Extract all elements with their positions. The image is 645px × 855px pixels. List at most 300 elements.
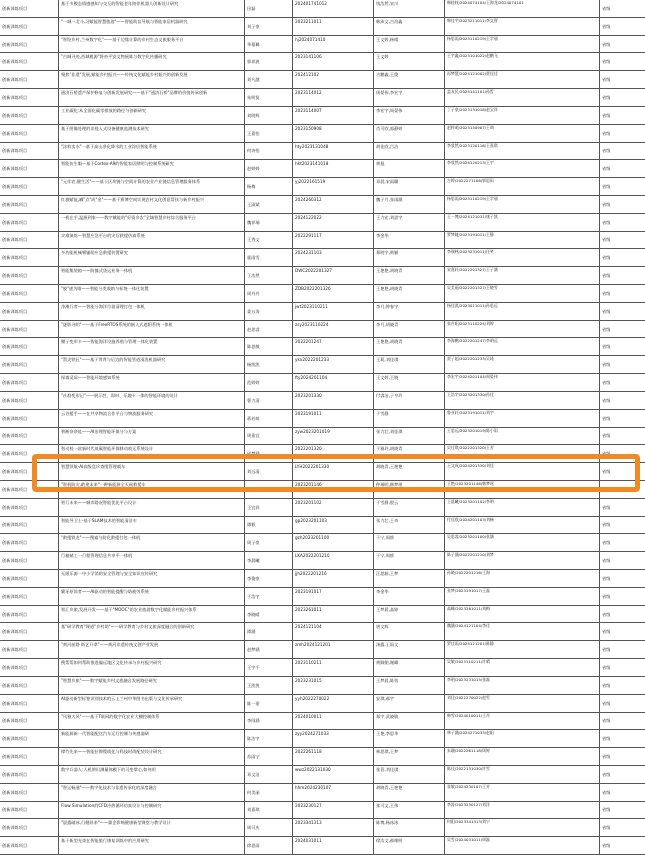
project-title-cell: 数字兵器人:人机辨识测量体模下的可变掌心,如何用 (58, 766, 244, 783)
table-row (0, 160, 645, 178)
project-type-cell: 创新训练项目 (2, 558, 28, 564)
project-title-cell: "元伴农,健生活"——基于区块链与空间计算的农业产业链信息管理服务体系 (58, 178, 244, 195)
project-title-cell: 基"研学教育"课道"乡村助"——研学教育与乡村文旅深度融合的创新研究 (58, 623, 244, 640)
level-cell: 省级 (599, 730, 645, 747)
members-cell: 汪思源,王梦 (373, 570, 444, 587)
leader-cell: 魏祥瑞 (244, 214, 292, 231)
project-title-cell: "一城一北斗,习赋能智慧旅游"——智能助盲导航与智能家居机器研究 (58, 18, 244, 35)
project-type-cell: 创新训练项目 (2, 415, 28, 421)
leader-cell: 宫辉洋 (244, 481, 292, 498)
adviser-cell: 韩雪/2024010011/王丹 (444, 713, 599, 730)
project-type-cell: 创新训练项目 (2, 825, 28, 831)
project-type-cell: 创新训练项目 (2, 77, 28, 83)
members-cell: 钱浩然,宋川 (373, 0, 444, 17)
project-type-cell: 创新训练项目 (2, 540, 28, 546)
adviser-cell: 王文成/2024201330/刘佳 (444, 463, 599, 480)
student-id-cell: yyh2022270022 (292, 695, 373, 712)
members-cell: 王艳艳,胡晓青 (373, 285, 444, 302)
leader-cell: 周可庆 (244, 819, 292, 836)
adviser-cell: 何阳/2023341313/刘宁 (444, 819, 599, 836)
project-type-cell: 创新训练项目 (2, 575, 28, 581)
table-row (0, 606, 645, 624)
table-row (0, 53, 645, 71)
level-cell: 省级 (599, 71, 645, 88)
student-id-cell: yj2022161519 (292, 178, 373, 195)
table-row (0, 570, 645, 588)
members-cell: 陈博,杨冰冰 (373, 819, 444, 836)
level-cell: 省级 (599, 428, 645, 445)
members-cell: 郑明宇,黄颖 (373, 249, 444, 266)
project-title-cell: 云谷援手——在共享物流合作平台与物流服务研究 (58, 410, 244, 427)
project-type-cell: 创新训练项目 (2, 789, 28, 795)
level-cell: 省级 (599, 517, 645, 534)
project-type-cell: 创新训练项目 (2, 486, 28, 492)
adviser-cell: 朱珊/2022261118/周婷 (444, 748, 599, 765)
members-cell: 安琪,郝宇 (373, 695, 444, 712)
adviser-cell: 张敏/2024230107/王芳 (444, 784, 599, 801)
project-type-cell: 创新训练项目 (2, 308, 28, 314)
student-id-cell: ykx2022201233 (292, 356, 373, 373)
table-row (0, 107, 645, 125)
level-cell: 省级 (599, 0, 645, 17)
adviser-cell: 杨思雨/2023110219/王学丽 (444, 36, 599, 53)
leader-cell: 李晨曦 (244, 552, 292, 569)
adviser-cell: 林子涵/2024271033/赵阳 (444, 730, 599, 747)
student-id-cell: 2024031011 (292, 837, 373, 854)
adviser-cell: 盖友民/2024141101/孙哲 (444, 89, 599, 106)
project-title-cell: "风雅大风"——基于T联网的数字化农业大棚控制体系 (58, 713, 244, 730)
adviser-cell: 王浩宇/2023201330/孙佳 (444, 392, 599, 409)
project-type-cell: 创新训练项目 (2, 433, 28, 439)
level-cell: 省级 (599, 267, 645, 284)
student-id-cell: jjh2022201216 (292, 570, 373, 587)
project-type-cell: 创新训练项目 (2, 700, 28, 706)
student-id-cell: 2024010011 (292, 713, 373, 730)
adviser-cell: 王思远/2023201019/陈小雨 (444, 428, 599, 445)
project-title-cell: "智机防灾,敢建未来"一种新能源全天候救援车 (58, 481, 244, 498)
student-id-cell: 2023114007 (292, 107, 373, 124)
level-cell: 省级 (599, 748, 645, 765)
project-title-cell: 净滩行者——智能分海洋垃圾清理打包一体机 (58, 303, 244, 320)
table-row (0, 410, 645, 428)
level-cell: 省级 (599, 499, 645, 516)
adviser-cell: 赵梓萌/2023150907/王萌 (444, 125, 599, 142)
adviser-cell: 王艳/2023201146/韩梦瑶 (444, 481, 599, 498)
level-cell: 省级 (599, 214, 645, 231)
adviser-cell: 陈子涵/2022201210/刘梦 (444, 552, 599, 569)
level-cell: 省级 (599, 819, 645, 836)
student-id-cell: hty2023131048 (292, 143, 373, 160)
members-cell: 徐浩文,郝维明 (373, 837, 444, 854)
project-type-cell: 创新训练项目 (2, 807, 28, 813)
level-cell: 省级 (599, 125, 645, 142)
members-cell: 邓晨,宋雨璐 (373, 178, 444, 195)
table-row (0, 552, 645, 570)
level-cell: 省级 (599, 160, 645, 177)
adviser-cell: 丁子豪/2023131018/赵宝祥 (444, 107, 599, 124)
table-row (0, 623, 645, 641)
members-cell: 魏子月,张雨涵 (373, 196, 444, 213)
level-cell: 省级 (599, 249, 645, 266)
project-type-cell: 创新训练项目 (2, 255, 28, 261)
table-row (0, 748, 645, 766)
members-cell: 仲瑞明,韩梦瑶 (373, 481, 444, 498)
level-cell: 省级 (599, 392, 645, 409)
project-title-cell: AI驱动新型标签识别技术的云上兰州中华图书出版与文化传承研究 (58, 695, 244, 712)
project-type-cell: 创新训练项目 (2, 397, 28, 403)
adviser-cell: 吉婷/2022271108/郭思雨 (444, 178, 599, 195)
leader-cell: 丁浩然 (244, 267, 292, 284)
student-id-cell: 2023341313 (292, 819, 373, 836)
adviser-cell: 张梦/2023191017/王磊 (444, 588, 599, 605)
level-cell: 省级 (599, 143, 645, 160)
student-id-cell: LKA2022201210 (292, 552, 373, 569)
student-id-cell: 2024231103 (292, 249, 373, 266)
leader-cell: 李晓晴 (244, 606, 292, 623)
student-id-cell: 2022261118 (292, 748, 373, 765)
members-cell: 韩沛文,吉昌鑫 (373, 18, 444, 35)
student-id-cell: 2022201320 (292, 445, 373, 462)
table-row (0, 214, 645, 232)
table-row (0, 143, 645, 161)
student-id-cell: 2023114012 (292, 89, 373, 106)
project-title-cell: "智慧乡旅"——数字赋能乡村文旅融合发展路径研究 (58, 677, 244, 694)
members-cell: 付睿洁,子亨玲 (373, 392, 444, 409)
adviser-cell: 高峰/2023261011/刘梅 (444, 606, 599, 623)
table-row (0, 321, 645, 339)
leader-cell: 陈一嘉 (244, 695, 292, 712)
table-row (0, 784, 645, 802)
student-id-cell: 2022201247 (292, 338, 373, 355)
student-id-cell: hkt2023141018 (292, 160, 373, 177)
adviser-cell: 吴美丽/2022201327/王晓雪 (444, 285, 599, 302)
leader-cell: 王嘉怡 (244, 125, 292, 142)
table-row (0, 178, 645, 196)
student-id-cell: wwz2022131030 (292, 766, 373, 783)
project-type-cell: 创新训练项目 (2, 682, 28, 688)
project-type-cell: 创新训练项目 (2, 664, 28, 670)
leader-cell: 陈思敏 (244, 338, 292, 355)
members-cell: 王梦晨,高婷 (373, 606, 444, 623)
student-id-cell: fty2024201104 (292, 374, 373, 391)
project-title-cell: 智能仿生眼—基于Cortex-A9的智能家居照明与控制系统研究 (58, 160, 244, 177)
members-cell: 于雅玲,胡晓青 (373, 445, 444, 462)
project-title-cell: 行箱储工一行程管理信息共享平一体机 (58, 552, 244, 569)
project-type-cell: 创新训练项目 (2, 718, 28, 724)
student-id-cell: zmh2024121201 (292, 641, 373, 658)
adviser-cell: 再梦慧/2024121002/贾佳佳 (444, 71, 599, 88)
project-title-cell: 基于图像处理的非侵入式设备健康监测技术研究 (58, 125, 244, 142)
table-row (0, 338, 645, 356)
leader-cell: 何美丽 (244, 784, 292, 801)
table-row (0, 481, 645, 499)
leader-cell: 于浩宇 (244, 588, 292, 605)
student-id-cell: 2023110211 (292, 659, 373, 676)
leader-cell: 郭祥波 (244, 53, 292, 70)
project-title-cell: 智断奈奈娃——AI治理智能环保分与方案 (58, 428, 244, 445)
adviser-cell: 王宇鑫/2023101022/赵鹏飞 (444, 53, 599, 70)
members-cell: 王文婷,杨晴 (373, 36, 444, 53)
student-id-cell: 2023191017 (292, 588, 373, 605)
adviser-cell: 李宏宇/2024201104/周晏伟 (444, 374, 599, 391)
adviser-cell: 鲁亚轩/2023191011/刘宇 (444, 410, 599, 427)
members-cell: 肖可欣,郭静婷 (373, 125, 444, 142)
student-id-cell: DWC2022201327 (292, 267, 373, 284)
project-title-cell: 撑竹先来——智能拉锦缆线化与科技时尚配装设计研究 (58, 748, 244, 765)
adviser-cell: 韩桂枝/2024074104/王海龙/2024074101 (444, 0, 599, 17)
members-cell: 于宁,周娇 (373, 552, 444, 569)
table-row (0, 677, 645, 695)
student-id-cell: gzh2023201100 (292, 534, 373, 551)
table-row (0, 802, 645, 820)
members-cell: 唐文辉 (373, 623, 444, 640)
table-row (0, 392, 645, 410)
members-cell: 李宏宇,周晏伟 (373, 107, 444, 124)
project-type-cell: 创新训练项目 (2, 629, 28, 635)
table-row (0, 695, 645, 713)
project-title-cell: 基于新型光束在智能旅行康复训练中的应用研究 (58, 837, 244, 854)
student-id-cell: zsy2023110224 (292, 321, 373, 338)
leader-cell: 邓文洁 (244, 766, 292, 783)
student-id-cell: 2024260312 (292, 196, 373, 213)
project-title-cell: 灾难演练—智慧应急平台的灾后救援仿真系统 (58, 232, 244, 249)
adviser-cell: 李瑞林/2023231011/任笑 (444, 249, 599, 266)
level-cell: 省级 (599, 285, 645, 302)
leader-cell: 霍雨雪 (244, 249, 292, 266)
leader-cell: 朱明贤 (244, 89, 292, 106)
level-cell: 省级 (599, 606, 645, 623)
members-cell: 胡佳欣,吕洁 (373, 143, 444, 160)
project-title-cell: 红旗赋能,嘟"点"成"金"——基于赛博空间实现农村文化创意帮扶与新乡村振兴 (58, 196, 244, 213)
project-title-cell: 智行未来——城市路况智能优化平台设计 (58, 499, 244, 516)
project-type-cell: 创新训练项目 (2, 273, 28, 279)
student-id-cell: ZDB2022201326 (292, 285, 373, 302)
level-cell: 省级 (599, 356, 645, 373)
student-id-cell: 202401741012 (292, 0, 373, 17)
adviser-cell: 张丹阳/2023110224/刘婷 (444, 321, 599, 338)
level-cell: 省级 (599, 534, 645, 551)
level-cell: 省级 (599, 481, 645, 498)
level-cell: 省级 (599, 659, 645, 676)
level-cell: 省级 (599, 695, 645, 712)
student-id-cell: 2023150908 (292, 125, 373, 142)
leader-cell: 李闯涵 (244, 713, 292, 730)
project-title-cell: Flow Simulation的CFD冷热循环仿真设计与控制研究 (58, 802, 244, 819)
table-row (0, 303, 645, 321)
table-row (0, 267, 645, 285)
members-cell: 王梦晨,陈怡 (373, 677, 444, 694)
members-cell: 黄顺朝,谢峰 (373, 659, 444, 676)
members-cell: 王艳艳,胡晓青 (373, 267, 444, 284)
table-row (0, 713, 645, 731)
level-cell: 省级 (599, 552, 645, 569)
level-cell: 省级 (599, 641, 645, 658)
project-title-cell: 繁牙原谅者——AI驱动的智能提醒与防疲劳系统 (58, 588, 244, 605)
level-cell: 省级 (599, 321, 645, 338)
level-cell: 省级 (599, 766, 645, 783)
adviser-cell: 付佳欣/2024201103/刘畅 (444, 517, 599, 534)
members-cell: 郑宇,武晓敏 (373, 713, 444, 730)
student-id-cell: 2023201146 (292, 481, 373, 498)
table-row (0, 463, 645, 481)
table-row (0, 819, 645, 837)
leader-cell: 周子豪 (244, 534, 292, 551)
project-type-cell: 创新训练项目 (2, 148, 28, 154)
adviser-cell: 罗梦婕/2023191011/王静 (444, 232, 599, 249)
members-cell: 胡晓青,王艳艳 (373, 463, 444, 480)
project-type-cell: 创新训练项目 (2, 451, 28, 457)
project-type-cell: 创新训练项目 (2, 611, 28, 617)
leader-cell: 蒋若萌 (244, 410, 292, 427)
level-cell: 省级 (599, 178, 645, 195)
leader-cell: 谭毅 (244, 517, 292, 534)
leader-cell: 苏雨宁 (244, 748, 292, 765)
project-type-cell: 创新训练项目 (2, 41, 28, 47)
level-cell: 省级 (599, 374, 645, 391)
level-cell: 省级 (599, 196, 645, 213)
table-row (0, 0, 645, 18)
student-id-cell: hhm2024230107 (292, 784, 373, 801)
leader-cell: 王秀文 (244, 232, 292, 249)
leader-cell: 刘明辉 (244, 107, 292, 124)
student-id-cell: 2023201330 (292, 392, 373, 409)
project-title-cell: 工业碳化:从全面化碳零排放的路径与创新研究 (58, 107, 244, 124)
leader-cell: 陈洁宇 (244, 730, 292, 747)
table-row (0, 517, 645, 535)
members-cell: 胡晓青,王艳艳 (373, 784, 444, 801)
table-row (0, 445, 645, 463)
adviser-cell: 刘佳/2022270022/赵雪 (444, 695, 599, 712)
leader-cell: 王凯悦 (244, 677, 292, 694)
project-title-cell: 智动校一款新时代低碳智能环保移动收运系统设计 (58, 445, 244, 462)
table-row (0, 374, 645, 392)
leader-cell: 华蔓璐 (244, 36, 292, 53)
student-id-cell: 2024121104 (292, 623, 373, 640)
table-row (0, 285, 645, 303)
table-row (0, 18, 645, 36)
adviser-cell: 李涛/2023230127/刘洋 (444, 802, 599, 819)
project-title-cell: 新能源新一代智能配送汽车运行控制与传感器研 (58, 730, 244, 747)
project-title-cell: "智运畅通"——数字化技术与非遗传承化的深度融合 (58, 784, 244, 801)
members-cell: 李金华 (373, 232, 444, 249)
level-cell: 省级 (599, 713, 645, 730)
leader-cell: 赵思睿 (244, 321, 292, 338)
project-title-cell: 通济石桥遗产保护修复与创新发展研究——基于"通济石桥"品牌的价值传承创新 (58, 89, 244, 106)
adviser-cell: 李明/2023231015/张磊 (444, 677, 599, 694)
project-title-cell: "智绘乡村,兰州数字化"——基于边缘计算的乡村生态文旅服务平台 (58, 36, 244, 53)
student-id-cell: 202412102 (292, 71, 373, 88)
level-cell: 省级 (599, 802, 645, 819)
project-title-cell: "涂料卖水"一基于高山净化降水的工业涂层智能系统 (58, 143, 244, 160)
leader-cell: 王宜祥 (244, 499, 292, 516)
level-cell: 省级 (599, 570, 645, 587)
adviser-cell: 孙晓/2022201216/王海 (444, 570, 599, 587)
adviser-cell: 吴佳琪/2022201320/王芳 (444, 445, 599, 462)
members-cell: 王艳艳,胡晓青 (373, 338, 444, 355)
members-cell: 吉鹏鑫,王俊 (373, 71, 444, 88)
level-cell: 省级 (599, 784, 645, 801)
table-row (0, 428, 645, 446)
adviser-cell: 杨佳淇/2023011011/孙思远 (444, 303, 599, 320)
project-title-cell: 多功能机械臂辅助应急救援装置研究 (58, 249, 244, 266)
level-cell: 省级 (599, 338, 645, 355)
level-cell: 省级 (599, 36, 645, 53)
level-cell: 省级 (599, 623, 645, 640)
members-cell: 王莉,刘佳琪 (373, 356, 444, 373)
members-cell: 王艳,李思华 (373, 730, 444, 747)
student-id-cell: zyy2024271033 (292, 730, 373, 747)
leader-cell: 赵婷婷 (244, 160, 292, 177)
project-type-cell: 创新训练项目 (2, 94, 28, 100)
student-id-cell: LYH2022201330 (292, 463, 373, 480)
table-row (0, 232, 645, 250)
leader-cell: 刘子豪 (244, 18, 292, 35)
table-row (0, 730, 645, 748)
table-row (0, 641, 645, 659)
project-title-cell: 搜帮帮如何帮助推进偏远地区文化传承与乡村振兴研究 (58, 659, 244, 676)
project-type-cell: 创新训练项目 (2, 522, 28, 528)
adviser-cell: 吴敏/2023110211/许晴 (444, 659, 599, 676)
leader-cell: 赵梦涵 (244, 641, 292, 658)
members-cell: 张力壮,王奇 (373, 517, 444, 534)
members-cell: 林思琪,王梦 (373, 748, 444, 765)
project-type-cell: 创新训练项目 (2, 754, 28, 760)
leader-cell: 徐思雨 (244, 837, 292, 854)
leader-cell: 李俊豪 (244, 570, 292, 587)
project-title-cell: 智能集装箱——防撞式货运业务一体机 (58, 267, 244, 284)
adviser-cell: 李欣然/2024120213/王宇 (444, 160, 599, 177)
project-title-cell: "逐影寻阴"——基于FreeRTOS系统的嵌入式遮阳系统一体机 (58, 321, 244, 338)
project-title-cell: "胶"速为唯——智能分类收纳与标签一体化装置 (58, 285, 244, 302)
project-type-cell: 创新训练项目 (2, 379, 28, 385)
leader-cell: 谭涵 (244, 623, 292, 640)
leader-cell: 杨梅 (244, 178, 292, 195)
level-cell: 省级 (599, 89, 645, 106)
members-cell: 王力宏,刘思宇 (373, 214, 444, 231)
table-row (0, 249, 645, 267)
level-cell: 省级 (599, 53, 645, 70)
members-cell: 周晏伟,李宏宇 (373, 89, 444, 106)
leader-cell: 姜万涛 (244, 303, 292, 320)
project-type-cell: 创新训练项目 (2, 504, 28, 510)
members-cell: 黄旭 (373, 160, 444, 177)
level-cell: 省级 (599, 410, 645, 427)
leader-cell: 刘远清 (244, 463, 292, 480)
level-cell: 省级 (599, 107, 645, 124)
adviser-cell: 吴思睿/2023201100/张涵 (444, 534, 599, 551)
leader-cell: 何诗怡 (244, 143, 292, 160)
project-title-cell: 聚焦"非遗"发展,赋能乡村振兴——传统文化赋能乡村振兴的创新发展 (58, 71, 244, 88)
project-title-cell: 智慧领航-AI高级盘诊查缆管理载车 (58, 463, 244, 480)
level-cell: 省级 (599, 445, 645, 462)
table-row (0, 196, 645, 214)
project-type-cell: 创新训练项目 (2, 771, 28, 777)
student-id-cell: 2023211011 (292, 18, 373, 35)
adviser-cell: 陈佳/2022131030/许雪 (444, 766, 599, 783)
project-title-cell: 智汇乡旅,发展开发——基于"MOOC"的农业旅游数字化赋能乡村振兴体系 (58, 606, 244, 623)
table-row (0, 89, 645, 107)
level-cell: 省级 (599, 463, 645, 480)
student-id-cell: 2023261011 (292, 606, 373, 623)
adviser-cell: 吴雪/2024031011/周磊 (444, 837, 599, 854)
members-cell: 张可文,王伟 (373, 802, 444, 819)
members-cell: 张蓓,刘佳琪 (373, 766, 444, 783)
project-type-cell: 创新训练项目 (2, 326, 28, 332)
leader-cell: 田磊 (244, 0, 292, 17)
project-title-cell: 基于多模态情感感知与交互的智能老年陪伴机器人创新设计研究 (58, 0, 244, 17)
project-title-cell: "社群变形记"——展示性、即时、乐趣卡一体的智能环境的设计 (58, 392, 244, 409)
adviser-cell: 王一博/2024121031/康子凯 (444, 214, 599, 231)
